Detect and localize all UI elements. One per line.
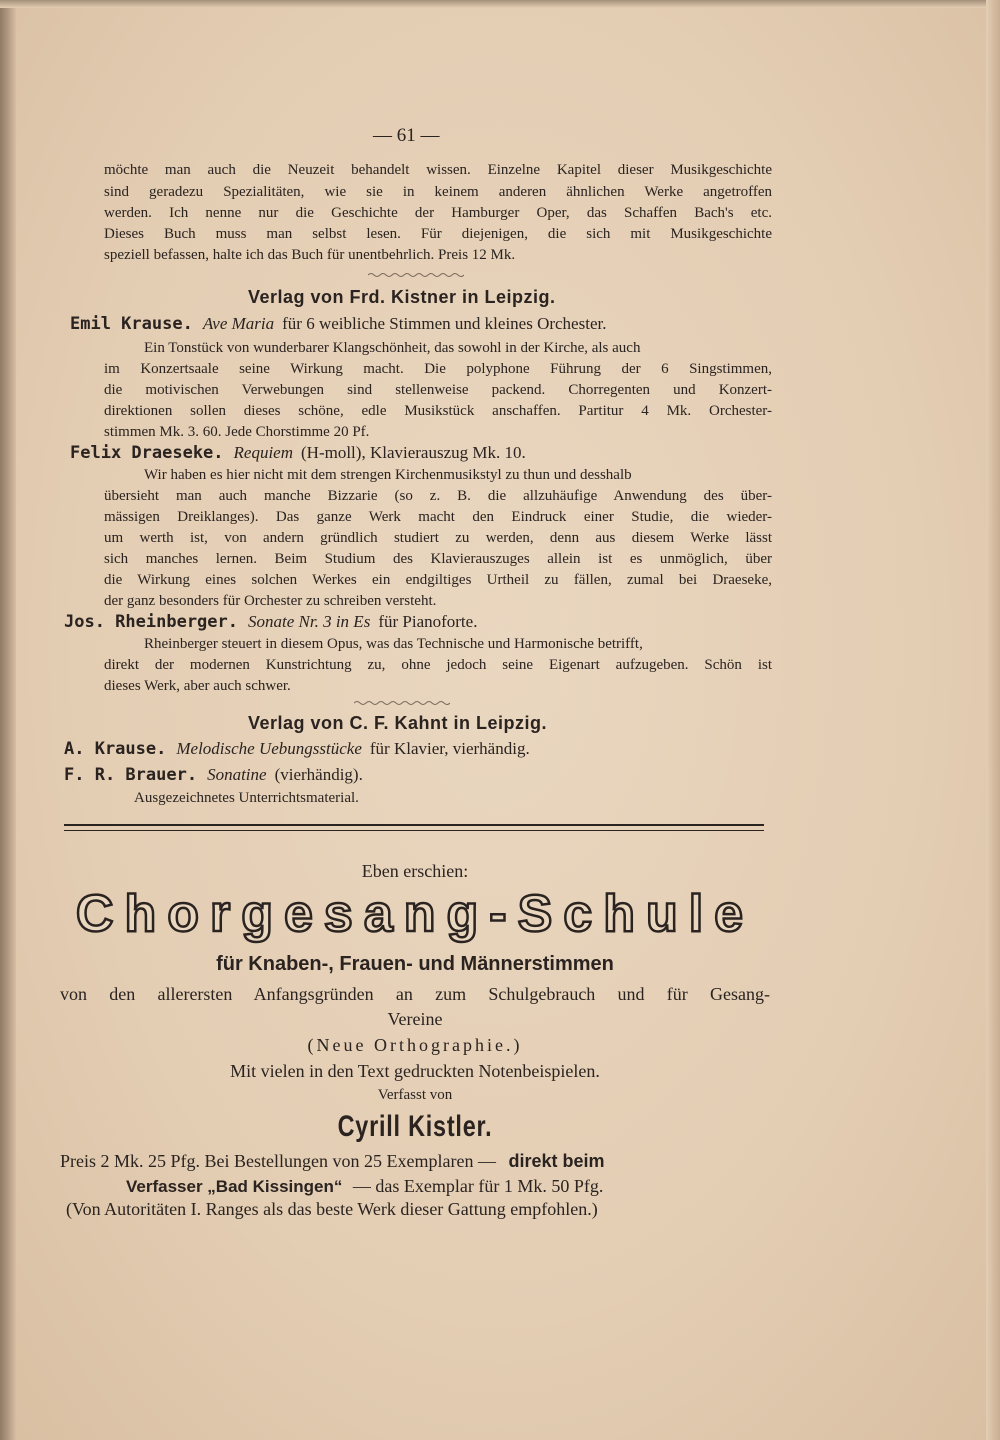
entry-text-line: die motivischen Verwebungen sind stellenweise packend. Chorregenten und Konzert- — [104, 382, 772, 398]
ad-line-1: von den allerersten Anfangsgründen an zum Schulgebrauch und für Gesang- — [60, 984, 770, 1004]
entry-title: Sonate Nr. 3 in Es — [248, 612, 371, 631]
entry-author: A. Krause. — [64, 739, 167, 759]
ad-publisher-address: Verfasser „Bad Kissingen“ — [126, 1177, 343, 1196]
divider-rule-top — [64, 824, 764, 826]
page-top-edge — [0, 0, 1000, 8]
entry-text-line: direkt der modernen Kunstrichtung zu, ohne jedoch seine Eigenart aufzugeben. Schön ist — [104, 657, 772, 673]
entry-text-line: stimmen Mk. 3. 60. Jede Chorstimme 20 Pf. — [104, 424, 370, 440]
entry-text-line: mässigen Dreiklanges). Das ganze Werk macht den Eindruck einer Studie, die wieder- — [104, 509, 772, 525]
entry-text-line: um werth ist, von andern gründlich studiert zu werden, denn aus diesem Werke lässt — [104, 530, 772, 546]
entry-author: F. R. Brauer. — [64, 765, 198, 785]
section1-heading: Verlag von Frd. Kistner in Leipzig. — [248, 287, 556, 307]
entry-rest: (vierhändig). — [274, 765, 363, 784]
entry-text-line: Ein Tonstück von wunderbarer Klangschönheit, das sowohl in der Kirche, als auch — [144, 340, 641, 356]
entry-author: Jos. Rheinberger. — [64, 612, 238, 632]
ad-line-2: Vereine — [387, 1009, 443, 1029]
book-spine — [0, 0, 16, 1440]
section2-note: Ausgezeichnetes Unterrichtsmaterial. — [134, 790, 359, 806]
intro-line-1: möchte man auch die Neuzeit behandelt wissen. Einzelne Kapitel dieser Musikgeschichte — [104, 162, 772, 178]
ad-line-4: Mit vielen in den Text gedruckten Notenbeispielen. — [230, 1061, 600, 1081]
ad-price-text: Preis 2 Mk. 25 Pfg. Bei Bestellungen von 25 Exemplaren — — [60, 1151, 496, 1171]
entry-draeseke — [70, 444, 526, 462]
entry-text-line: die Wirkung eines solchen Werkes ein endgiltiges Urtheil zu fällen, zumal bei Draeseke, — [104, 572, 772, 588]
entry-text-line: im Konzertsaale seine Wirkung macht. Die polyphone Führung der 6 Singstimmen, — [104, 361, 772, 377]
entry-text-line: Wir haben es hier nicht mit dem strengen Kirchenmusikstyl zu thun und desshalb — [144, 467, 632, 483]
ad-endorsement: (Von Autoritäten I. Ranges als das beste Werk dieser Gattung empfohlen.) — [66, 1199, 598, 1219]
divider-rule-bottom — [64, 830, 764, 831]
entry-title: Requiem — [233, 443, 294, 462]
ad-subtitle: für Knaben-, Frauen- und Männerstimmen — [216, 953, 614, 975]
entry-author: Felix Draeseke. — [70, 443, 224, 463]
entry-a-krause — [64, 740, 530, 758]
ad-price-per-copy: — das Exemplar für 1 Mk. 50 Pfg. — [352, 1176, 604, 1196]
page-number: — 61 — — [373, 125, 440, 146]
entry-rest: für Klavier, vierhändig. — [369, 739, 530, 758]
intro-line-5: speziell befassen, halte ich das Buch für unentbehrlich. Preis 12 Mk. — [104, 247, 516, 263]
entry-rest: für Pianoforte. — [378, 612, 478, 631]
section2-heading: Verlag von C. F. Kahnt in Leipzig. — [248, 713, 548, 733]
entry-text-line: sich manches lernen. Beim Studium des Klavierauszuges allein ist es unmöglich, über — [104, 551, 772, 567]
entry-brauer — [64, 766, 363, 784]
page-right-edge — [986, 0, 1000, 1440]
entry-rest: für 6 weibliche Stimmen und kleines Orchester. — [282, 314, 607, 333]
ad-price-line — [60, 1152, 604, 1170]
ad-title: Chorgesang-Schule — [75, 885, 755, 943]
ad-line-3: (Neue Orthographie.) — [307, 1035, 523, 1055]
ad-author: Cyrill Kistler. — [337, 1110, 493, 1143]
ad-price-emphasis: direkt beim — [508, 1151, 605, 1171]
ad-eyebrow: Eben erschien: — [361, 861, 469, 881]
intro-line-3: werden. Ich nenne nur die Geschichte der Hamburger Oper, das Schaffen Bach's etc. — [104, 205, 772, 221]
entry-text-line: dieses Werk, aber auch schwer. — [104, 678, 291, 694]
entry-rheinberger — [64, 613, 477, 631]
intro-line-4: Dieses Buch muss man selbst lesen. Für diejenigen, die sich mit Musikgeschichte — [104, 226, 772, 242]
entry-text-line: Rheinberger steuert in diesem Opus, was das Technische und Harmonische betrifft, — [144, 636, 643, 652]
entry-title: Sonatine — [207, 765, 267, 784]
entry-text-line: direktionen sollen dieses schöne, edle Musikstück anschaffen. Partitur 4 Mk. Orchester- — [104, 403, 772, 419]
ad-price-line-2 — [126, 1177, 603, 1195]
wave-divider-2 — [354, 700, 450, 706]
entry-rest: (H-moll), Klavierauszug Mk. 10. — [301, 443, 526, 462]
entry-text-line: der ganz besonders für Orchester zu schreiben versteht. — [104, 593, 437, 609]
wave-divider-1 — [368, 272, 464, 278]
entry-title: Ave Maria — [202, 314, 275, 333]
ad-line-5: Verfasst von — [377, 1087, 453, 1103]
entry-text-line: übersieht man auch manche Bizzarie (so z. B. die allzuhäufige Anwendung des über- — [104, 488, 772, 504]
entry-krause — [70, 315, 606, 333]
intro-line-2: sind geradezu Spezialitäten, wie sie in keinem anderen ähnlichen Werke angetroffen — [104, 184, 772, 200]
entry-author: Emil Krause. — [70, 314, 193, 334]
entry-title: Melodische Uebungsstücke — [176, 739, 362, 758]
